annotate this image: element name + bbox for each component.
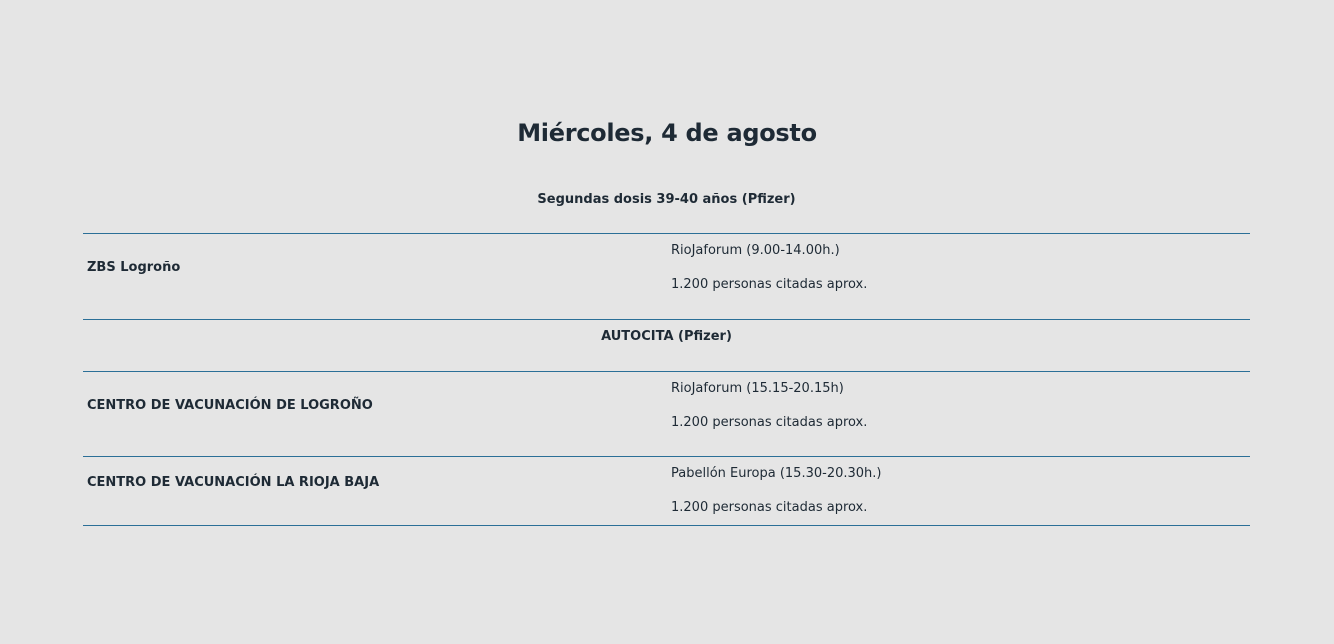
location-text: RioJaforum (9.00-14.00h.) [671,243,840,258]
location-text: Pabellón Europa (15.30-20.30h.) [671,466,882,481]
people-count-text: 1.200 personas citadas aprox. [671,415,868,430]
row-divider [83,371,1250,372]
location-text: RioJaforum (15.15-20.15h) [671,381,844,396]
section-heading: AUTOCITA (Pfizer) [601,329,732,344]
zone-label: CENTRO DE VACUNACIÓN LA RIOJA BAJA [87,475,380,490]
people-count-text: 1.200 personas citadas aprox. [671,500,868,515]
zone-label: ZBS Logroño [87,260,181,275]
table-caption: Segundas dosis 39-40 años (Pfizer) [537,192,796,207]
row-divider [83,456,1250,457]
zone-label: CENTRO DE VACUNACIÓN DE LOGROÑO [87,398,373,413]
row-divider [83,319,1250,320]
page-title: Miércoles, 4 de agosto [517,119,817,147]
row-divider [83,233,1250,234]
people-count-text: 1.200 personas citadas aprox. [671,277,868,292]
vaccination-schedule-table [83,0,1250,644]
row-divider [83,525,1250,526]
